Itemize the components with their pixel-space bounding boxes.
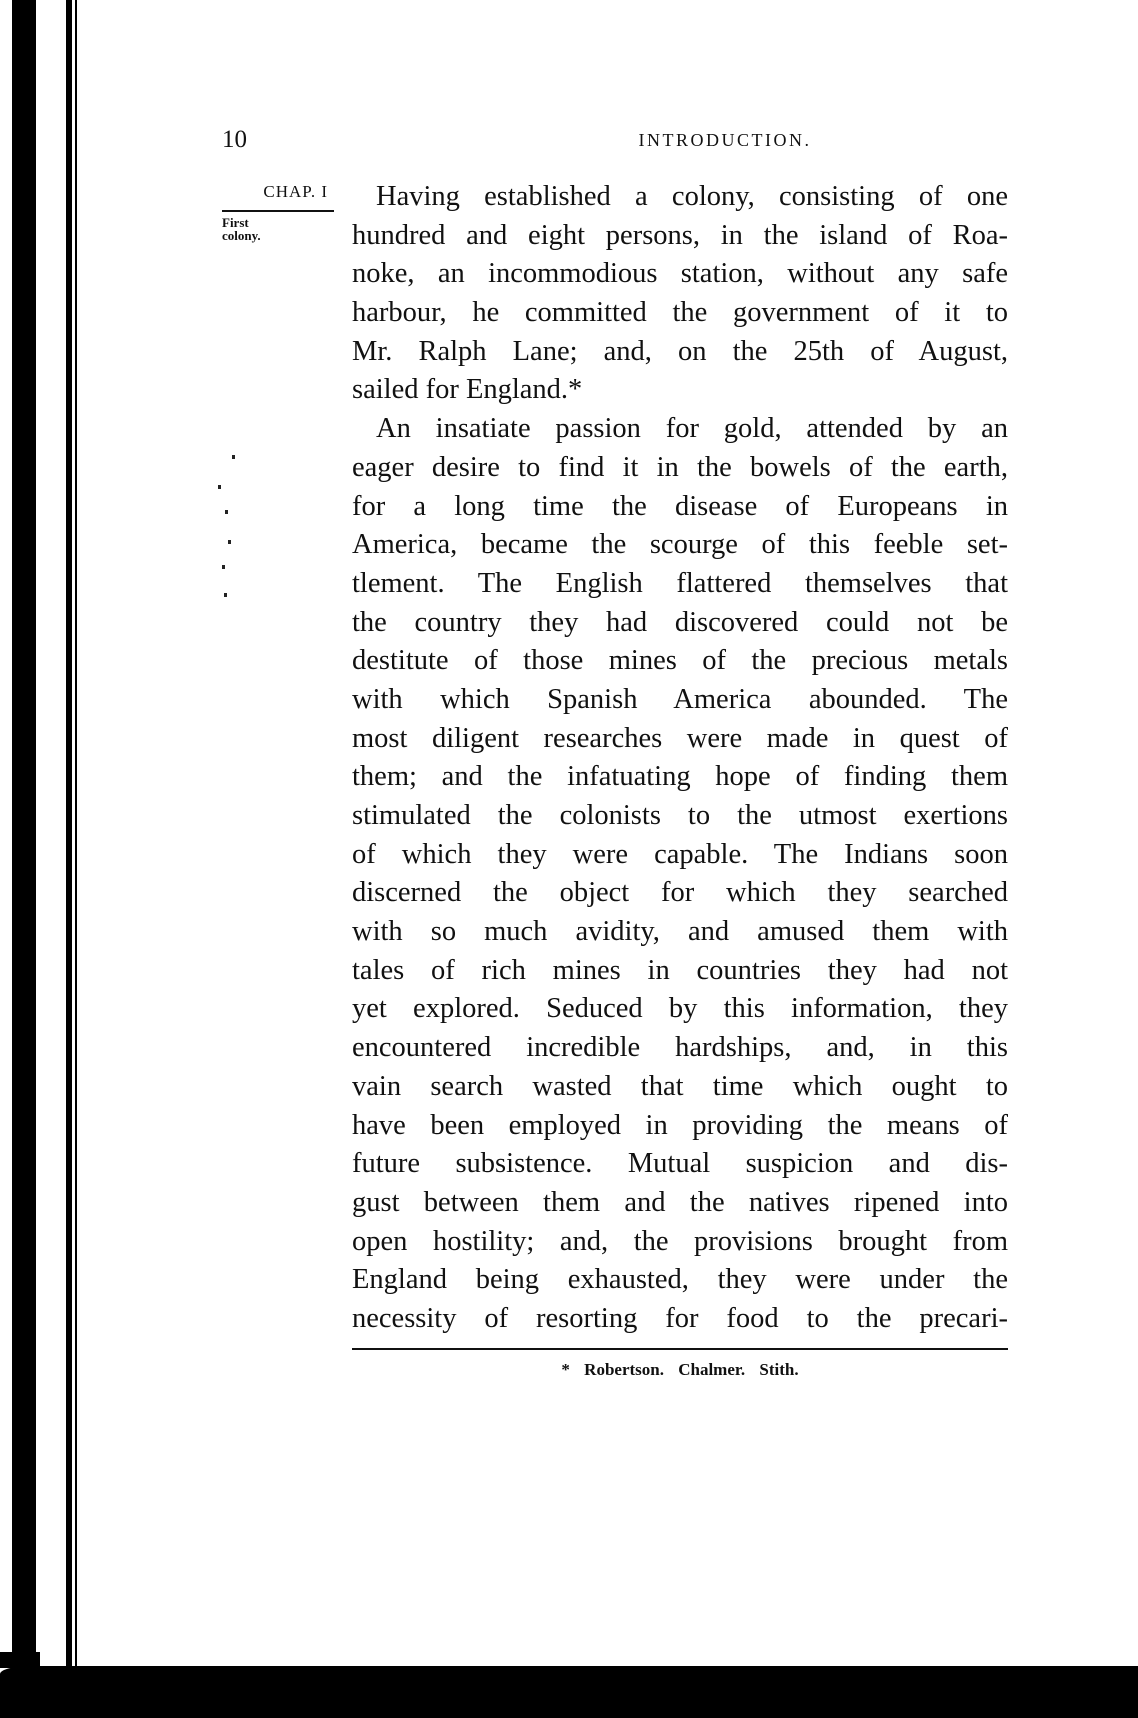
chapter-label: CHAP. I <box>263 182 328 201</box>
text-line: Having established a colony, consisting of one <box>376 181 1008 212</box>
scan-bottom-edge <box>0 1666 1138 1718</box>
text-line: harbour, he committed the government of it to <box>352 297 1008 329</box>
text-line: stimulated the colonists to the utmost exertions <box>352 800 1008 831</box>
running-head <box>222 126 1008 160</box>
text-line: with so much avidity, and amused them with <box>352 916 1008 948</box>
text-line: gust between them and the natives ripened into <box>352 1186 1008 1218</box>
scan-speck <box>225 510 228 514</box>
text-line: for a long time the disease of Europeans in <box>352 490 1008 522</box>
scan-speck <box>218 485 221 489</box>
text-line: tales of rich mines in countries they had not <box>352 954 1008 986</box>
text-line: eager desire to find it in the bowels of the earth, <box>352 451 1008 483</box>
footnote-rule <box>352 1348 1008 1350</box>
binding-edge-left <box>12 0 36 1718</box>
page-number: 10 <box>222 126 247 153</box>
text-line: destitute of those mines of the precious metals <box>352 645 1008 677</box>
text-line: vain search wasted that time which ought to <box>352 1070 1008 1102</box>
text-line: have been employed in providing the means of <box>352 1109 1008 1141</box>
binding-edge-mid <box>66 0 72 1718</box>
footnote: * Robertson. Chalmer. Stith. <box>561 1360 799 1379</box>
text-line: An insatiate passion for gold, attended by an <box>376 413 1008 445</box>
scan-speck <box>228 540 231 544</box>
text-line: America, became the scourge of this feeble set- <box>352 529 1008 561</box>
text-line: them; and the infatuating hope of finding them <box>352 761 1008 793</box>
scan-speck <box>232 455 235 459</box>
body-text <box>352 178 1008 1339</box>
text-line: England being exhausted, they were under the <box>352 1264 1008 1296</box>
text-line: noke, an incommodious station, without any safe <box>352 258 1008 290</box>
text-line: future subsistence. Mutual suspicion and dis- <box>352 1148 1008 1180</box>
sidenote <box>222 216 334 242</box>
text-line: open hostility; and, the provisions brought from <box>352 1225 1008 1257</box>
text-line: the country they had discovered could not be <box>352 606 1008 638</box>
binding-edge-inner <box>75 0 77 1718</box>
scan-speck <box>222 565 225 569</box>
text-line: yet explored. Seduced by this information, they <box>352 993 1008 1025</box>
text-line: hundred and eight persons, in the island of Roa- <box>352 219 1008 251</box>
text-line: tlement. The English flattered themselves that <box>352 567 1008 599</box>
sidenote-line: First <box>222 215 249 230</box>
text-line: Mr. Ralph Lane; and, on the 25th of August, <box>352 335 1008 367</box>
text-line: encountered incredible hardships, and, in this <box>352 1032 1008 1064</box>
text-line: sailed for England.* <box>352 374 583 406</box>
margin-notes <box>222 182 334 242</box>
text-line: discerned the object for which they searched <box>352 877 1008 909</box>
text-line: necessity of resorting for food to the precari- <box>352 1302 1008 1334</box>
running-head-title: INTRODUCTION. <box>638 130 812 150</box>
text-line: with which Spanish America abounded. The <box>352 683 1008 715</box>
sidenote-line: colony. <box>222 228 261 243</box>
text-line: most diligent researches were made in quest of <box>352 722 1008 754</box>
chapter-rule <box>222 210 334 212</box>
text-line: of which they were capable. The Indians soon <box>352 838 1008 870</box>
scan-speck <box>224 593 227 597</box>
